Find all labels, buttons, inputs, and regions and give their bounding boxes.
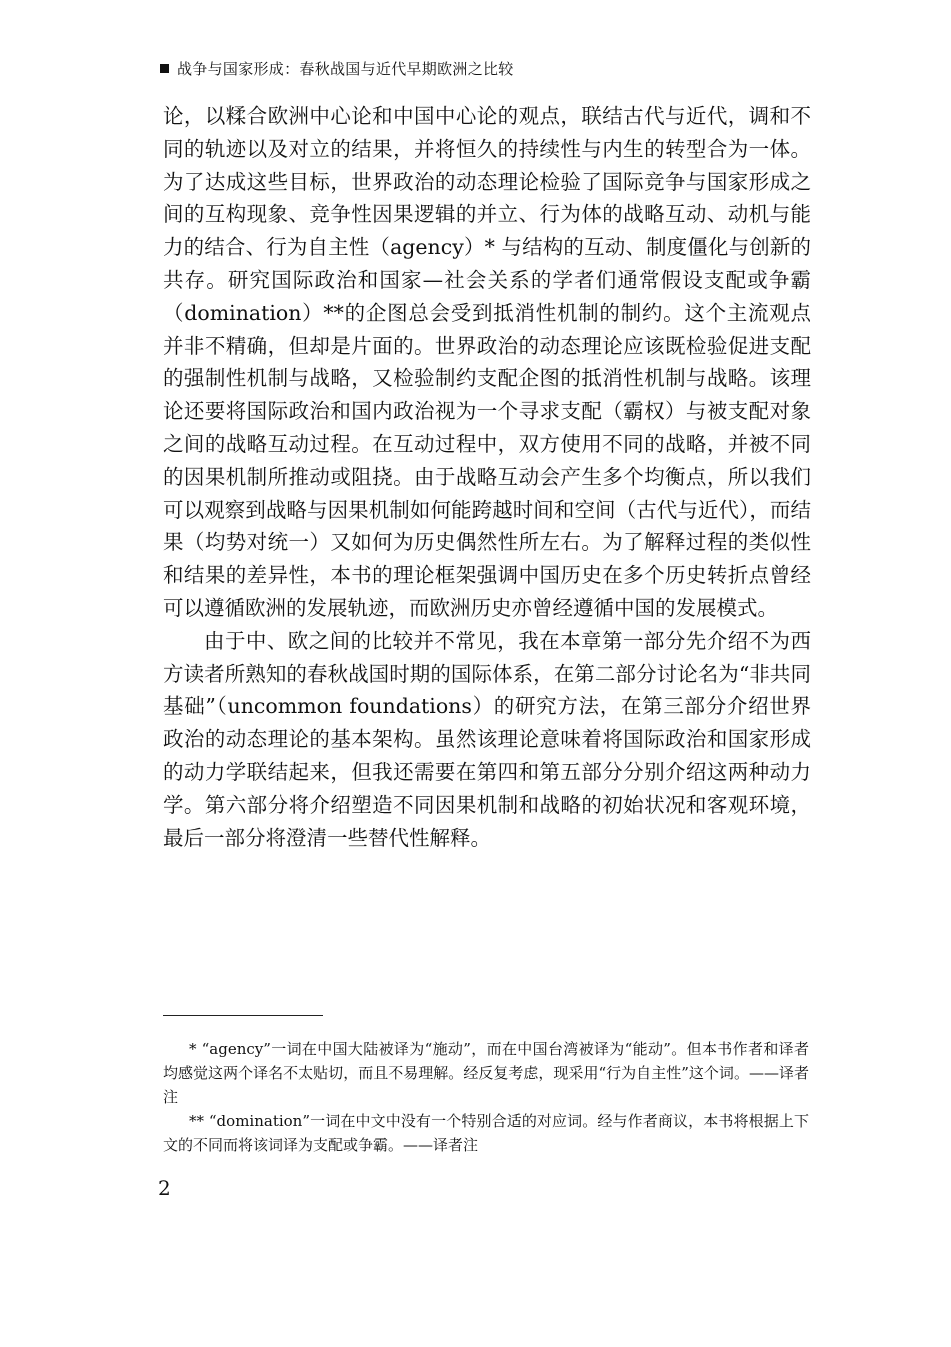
page-number: 2 <box>158 1176 171 1200</box>
footnote-divider <box>163 1015 323 1016</box>
body-paragraph: 论，以糅合欧洲中心论和中国中心论的观点，联结古代与近代，调和不同的轨迹以及对立的结果，并将恒久的持续性与内生的转型合为一体。为了达成这些目标，世界政治的动态理论检验了国际竞争与国家形成之间的互构现象、竞争性因果逻辑的并立、行为体的战略互动、动机与能力的结合、行为自主性（agency）* 与结构的互动、制度僵化与创新的共存。研究国际政治和国家—社会关系的学者们通常假设支配或争霸（domination）**的企图总会受到抵消性机制的制约。这个主流观点并非不精确，但却是片面的。世界政治的动态理论应该既检验促进支配的强制性机制与战略，又检验制约支配企图的抵消性机制与战略。该理论还要将国际政治和国内政治视为一个寻求支配（霸权）与被支配对象之间的战略互动过程。在互动过程中，双方使用不同的战略，并被不同的因果机制所推动或阻挠。由于战略互动会产生多个均衡点，所以我们可以观察到战略与因果机制如何能跨越时间和空间（古代与近代），而结果（均势对统一）又如何为历史偶然性所左右。为了解释过程的类似性和结果的差异性，本书的理论框架强调中国历史在多个历史转折点曾经可以遵循欧洲的发展轨迹，而欧洲历史亦曾经遵循中国的发展模式。 <box>163 104 811 620</box>
footnote-agency: * “agency”一词在中国大陆被译为“施动”，而在中国台湾被译为“能动”。但本书作者和译者均感觉这两个译名不太贴切，而且不易理解。经反复考虑，现采用“行为自主性”这个词。——译者注 <box>163 1040 809 1106</box>
body-text <box>163 100 811 854</box>
running-header <box>160 58 514 79</box>
footnote-domination: ** “domination”一词在中文中没有一个特别合适的对应词。经与作者商议，本书将根据上下文的不同而将该词译为支配或争霸。——译者注 <box>163 1112 809 1154</box>
running-header-title: 战争与国家形成：春秋战国与近代早期欧洲之比较 <box>177 60 514 78</box>
black-square-icon <box>160 64 169 73</box>
footnotes <box>163 1037 809 1157</box>
body-paragraph: 由于中、欧之间的比较并不常见，我在本章第一部分先介绍不为西方读者所熟知的春秋战国时期的国际体系，在第二部分讨论名为“非共同基础”（uncommon foundations）的研究方法，在第三部分介绍世界政治的动态理论的基本架构。虽然该理论意味着将国际政治和国家形成的动力学联结起来，但我还需要在第四和第五部分分别介绍这两种动力学。第六部分将介绍塑造不同因果机制和战略的初始状况和客观环境，最后一部分将澄清一些替代性解释。 <box>163 628 811 850</box>
